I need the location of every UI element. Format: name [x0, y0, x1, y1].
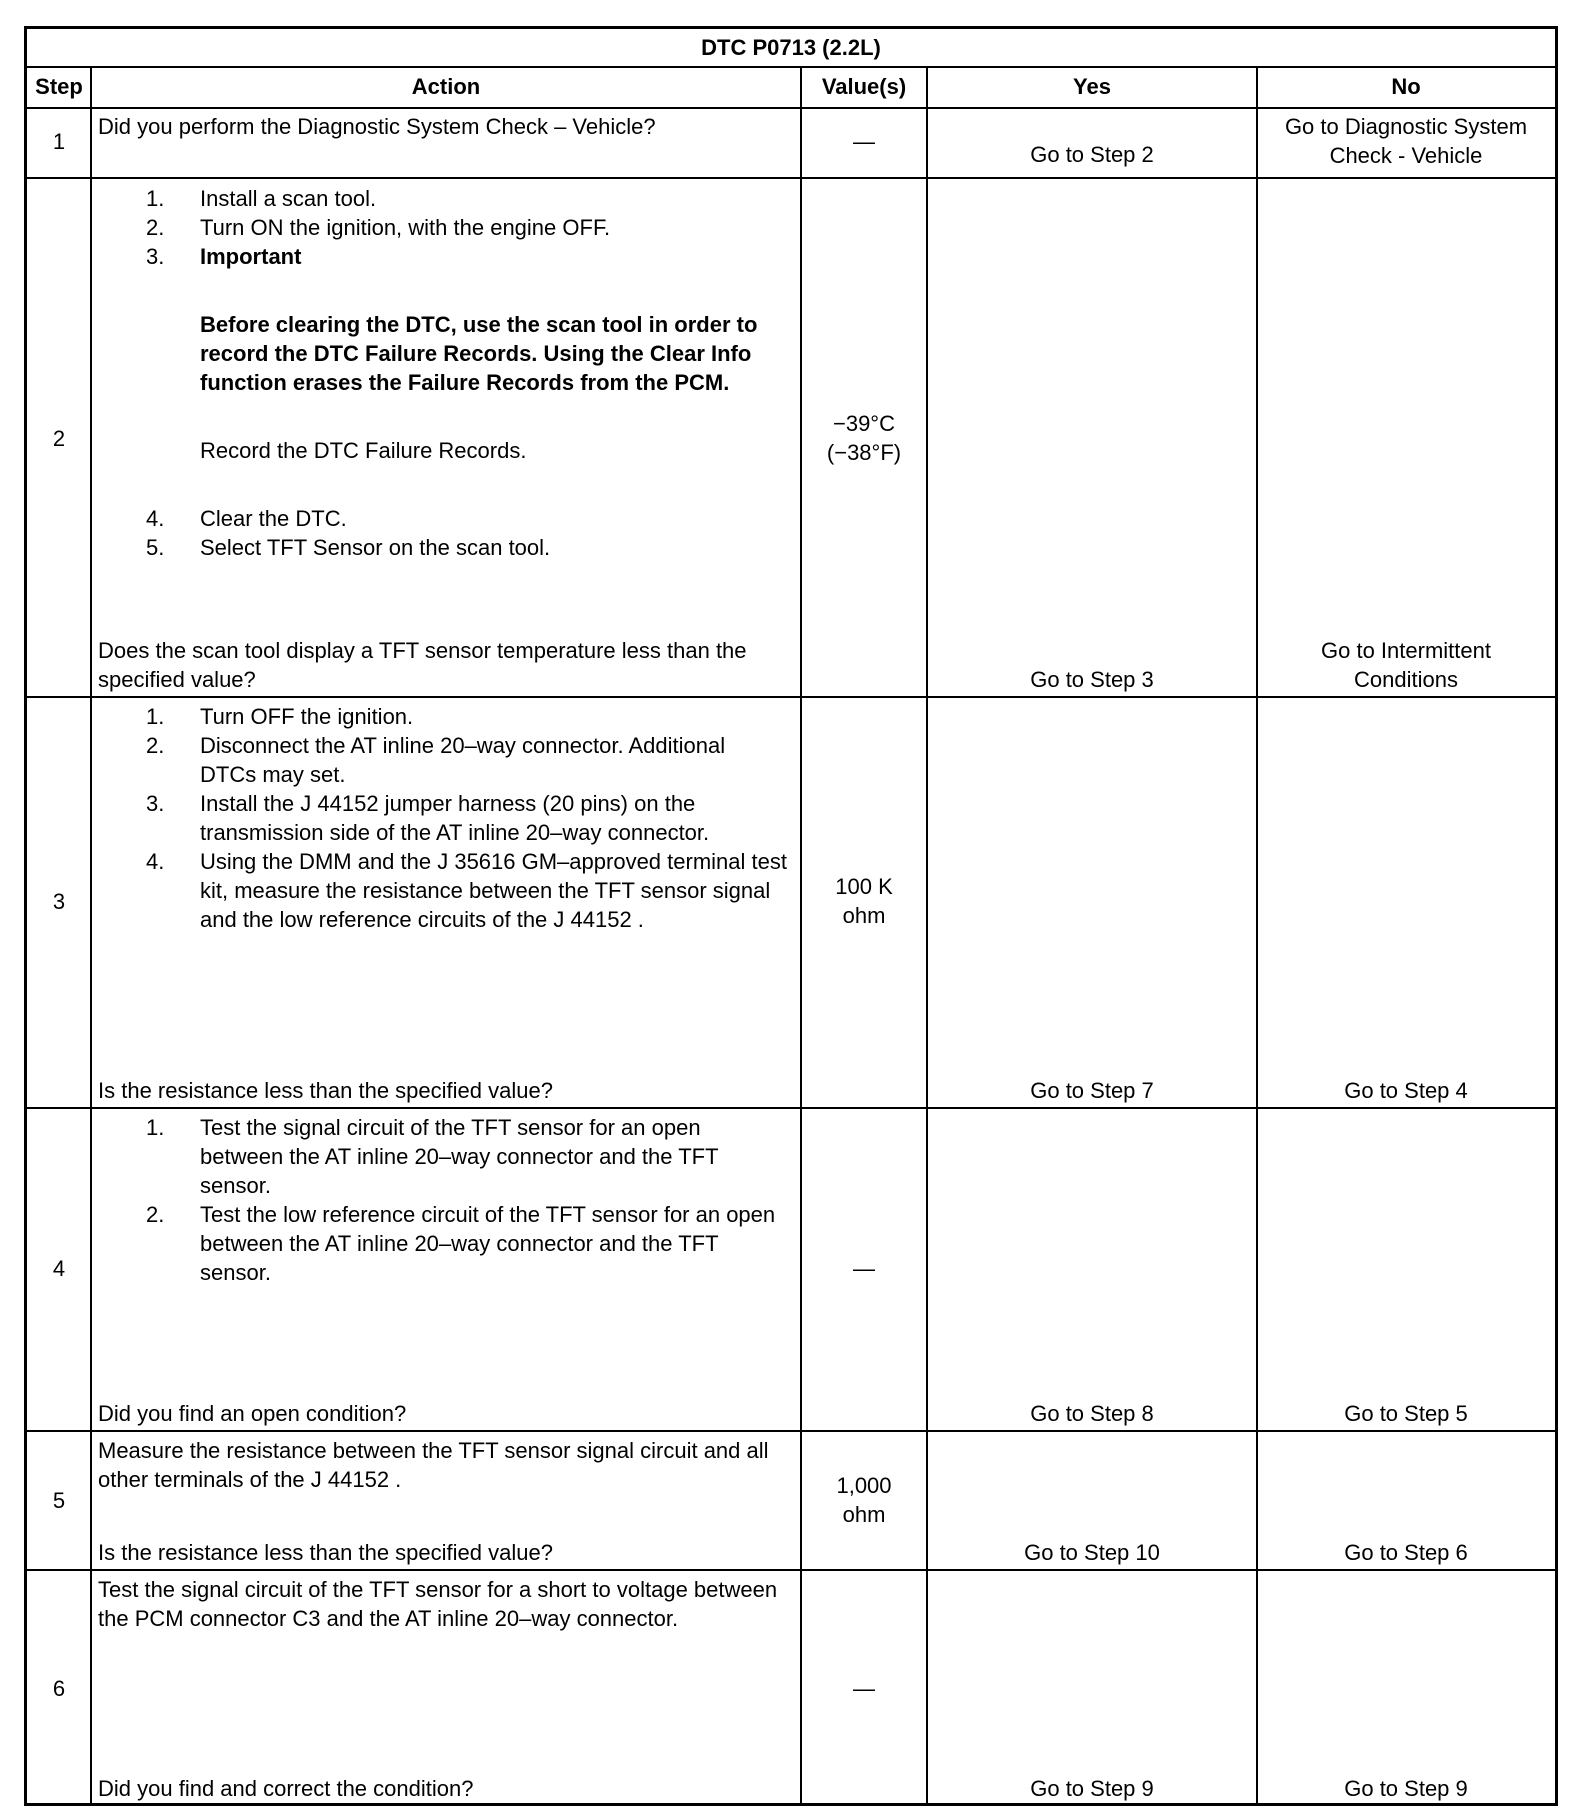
header-yes: Yes [1073, 74, 1111, 99]
step-number: 4 [52, 1256, 66, 1281]
step-number: 3 [52, 889, 66, 914]
yes-cell: Go to Step 8 [1030, 1401, 1154, 1426]
rule-header [27, 107, 1555, 109]
action-text: Test the signal circuit of the TFT sensor for a short to voltage between the PCM connector C3 and the AT inline 20–way connector. [98, 1577, 778, 1631]
yes-cell: Go to Step 2 [1030, 142, 1154, 167]
value-cell: 1,000 ohm [836, 1473, 892, 1527]
list-item: 2. Turn ON the ignition, with the engine OFF. [146, 215, 611, 240]
value-cell: — [853, 129, 875, 154]
yes-cell: Go to Step 9 [1030, 1776, 1154, 1801]
action-cell [98, 1113, 778, 1287]
list-item: 1. Test the signal circuit of the TFT sensor for an open between the AT inline 20–way connector and the TFT sensor. [146, 1115, 719, 1198]
rule-row-3 [27, 1107, 1555, 1109]
no-cell: Go to Step 5 [1344, 1401, 1468, 1426]
header-values: Value(s) [821, 74, 907, 99]
list-item: 1. Turn OFF the ignition. [146, 704, 414, 729]
value-cell: — [853, 1256, 875, 1281]
important-note: Before clearing the DTC, use the scan tool in order to record the DTC Failure Records. Using the Clear Info function erases the Failure Records from the PCM. [200, 312, 758, 395]
rule-title [27, 66, 1555, 68]
no-cell: Go to Step 6 [1344, 1540, 1468, 1565]
no-cell: Go to Step 9 [1344, 1776, 1468, 1801]
yes-cell: Go to Step 7 [1030, 1078, 1154, 1103]
list-item: 2. Disconnect the AT inline 20–way connector. Additional DTCs may set. [146, 733, 726, 787]
diagnostic-table [24, 26, 1558, 1806]
header-no: No [1391, 74, 1421, 99]
action-text: Measure the resistance between the TFT sensor signal circuit and all other terminals of the J 44152 . [98, 1438, 769, 1492]
action-question: Is the resistance less than the specified value? [98, 1540, 553, 1565]
action-question: Is the resistance less than the specified value? [98, 1078, 553, 1103]
list-item: 5. Select TFT Sensor on the scan tool. [146, 535, 551, 560]
step-number: 5 [52, 1488, 66, 1513]
rule-row-5 [27, 1569, 1555, 1571]
list-item: 3. Important [146, 244, 302, 269]
rule-row-4 [27, 1430, 1555, 1432]
list-item: 3. Install the J 44152 jumper harness (20 pins) on the transmission side of the AT inline 20–way connector. [146, 791, 710, 845]
action-cell [98, 702, 798, 934]
header-action: Action [411, 74, 481, 99]
col-rule-2 [800, 66, 802, 1803]
list-item: 1. Install a scan tool. [146, 186, 377, 211]
rule-row-2 [27, 696, 1555, 698]
record-note: Record the DTC Failure Records. [200, 438, 527, 463]
action-question: Did you find an open condition? [98, 1401, 407, 1426]
list-item: 2. Test the low reference circuit of the TFT sensor for an open between the AT inline 20–way connector and the TFT sensor. [146, 1202, 776, 1285]
yes-cell: Go to Step 3 [1030, 667, 1154, 692]
rule-row-1 [27, 177, 1555, 179]
step-number: 1 [52, 129, 66, 154]
yes-cell: Go to Step 10 [1024, 1540, 1160, 1565]
value-cell: — [853, 1676, 875, 1701]
col-rule-1 [90, 66, 92, 1803]
list-item: 4. Using the DMM and the J 35616 GM–approved terminal test kit, measure the resistance between the TFT sensor signal and the low reference circuits of the J 44152 . [146, 849, 787, 932]
value-cell: −39°C (−38°F) [826, 411, 902, 465]
value-cell: 100 K ohm [835, 874, 893, 928]
no-cell: Go to Step 4 [1344, 1078, 1468, 1103]
step-number: 2 [52, 426, 66, 451]
step-number: 6 [52, 1676, 66, 1701]
list-item: 4. Clear the DTC. [146, 506, 347, 531]
action-question: Did you find and correct the condition? [98, 1776, 474, 1801]
action-cell [98, 184, 798, 562]
no-cell: Go to Intermittent Conditions [1321, 638, 1491, 692]
action-question: Does the scan tool display a TFT sensor temperature less than the specified value? [98, 638, 747, 692]
action-question: Did you perform the Diagnostic System Check – Vehicle? [98, 114, 656, 139]
header-step: Step [35, 74, 83, 99]
no-cell: Go to Diagnostic System Check - Vehicle [1284, 114, 1528, 168]
table-title: DTC P0713 (2.2L) [701, 35, 881, 60]
